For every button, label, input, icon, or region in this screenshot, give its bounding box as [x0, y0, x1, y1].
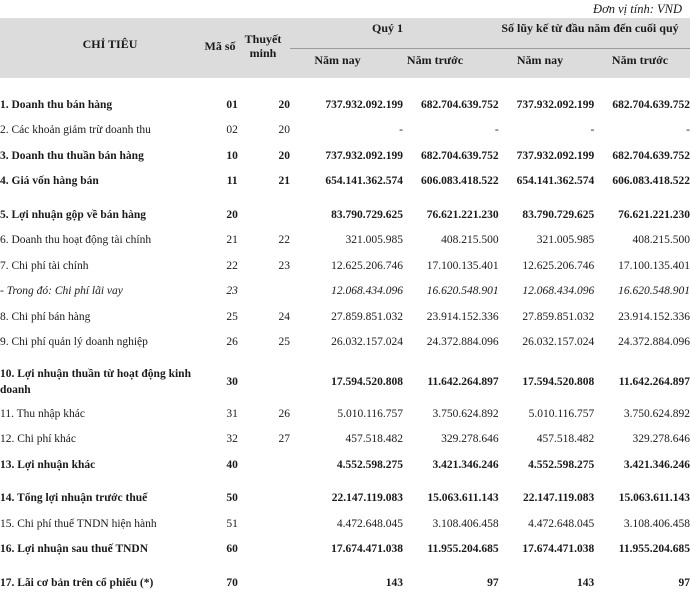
income-statement-table — [0, 92, 690, 596]
row-name: 6. Doanh thu hoạt động tài chính — [0, 234, 152, 247]
row-q1-current: 17.674.471.038 — [331, 543, 404, 556]
row-ytd-current: 17.594.520.808 — [522, 376, 595, 388]
row-ytd-previous: 76.621.221.230 — [618, 208, 690, 221]
row-code: 11 — [226, 175, 238, 188]
row-ytd-previous: 682.704.639.752 — [612, 98, 690, 111]
row-ytd-current: 12.625.206.746 — [522, 259, 595, 272]
table-row — [0, 401, 690, 427]
row-ytd-current: 26.032.157.024 — [522, 336, 595, 349]
header-ytd-nam-nay: Năm nay — [516, 53, 564, 67]
row-q1-previous: 682.704.639.752 — [421, 149, 499, 162]
row-q1-current: 22.147.119.083 — [331, 492, 404, 505]
header-luy-ke: Số lũy kế từ đầu năm đến cuối quý — [501, 21, 679, 35]
row-q1-previous: 23.914.152.336 — [426, 310, 499, 323]
row-name: 9. Chi phí quản lý doanh nghiệp — [0, 336, 148, 349]
row-q1-current: 27.859.851.032 — [331, 310, 404, 323]
row-name: 15. Chi phí thuế TNDN hiện hành — [0, 517, 157, 530]
row-ytd-previous: 24.372.884.096 — [618, 336, 690, 349]
row-ytd-previous: 3.421.346.246 — [623, 458, 690, 471]
row-note: 27 — [278, 433, 290, 446]
row-note: 20 — [278, 124, 290, 137]
row-note — [260, 537, 308, 563]
row-q1-previous: 3.750.624.892 — [432, 407, 499, 420]
table-row — [0, 478, 690, 512]
row-q1-previous: 17.100.135.401 — [426, 259, 499, 272]
row-name: 13. Lợi nhuận khác — [0, 458, 96, 471]
row-name: 5. Lợi nhuận gộp về bán hàng — [0, 208, 147, 221]
row-ytd-previous: 606.083.418.522 — [612, 175, 690, 188]
row-ytd-current: 12.068.434.096 — [522, 285, 595, 298]
row-q1-current: - — [399, 124, 404, 137]
row-q1-current: 12.625.206.746 — [331, 259, 404, 272]
row-name: 11. Thu nhập khác — [0, 407, 85, 420]
row-note: 26 — [278, 407, 290, 420]
row-code: 10 — [226, 149, 238, 162]
table-row — [0, 253, 690, 279]
row-ytd-current: 17.674.471.038 — [522, 543, 595, 556]
row-ytd-current: 321.005.985 — [536, 234, 595, 247]
row-note — [260, 452, 308, 478]
table-row — [0, 228, 690, 254]
header-chi-tieu: CHỈ TIÊU — [82, 37, 138, 51]
header-ma-so: Mã số — [204, 39, 236, 53]
row-code: 25 — [226, 310, 238, 323]
row-code: 30 — [226, 376, 238, 388]
row-q1-previous: 606.083.418.522 — [421, 175, 499, 188]
table-row — [0, 355, 690, 401]
header-ytd-nam-truoc: Năm trước — [611, 53, 669, 67]
row-code: 22 — [226, 259, 238, 272]
row-code: 70 — [226, 576, 238, 589]
unit-note: Đơn vị tính: VND — [593, 2, 682, 16]
row-q1-current: 4.472.648.045 — [336, 517, 404, 530]
row-ytd-previous: 97 — [678, 576, 690, 589]
row-ytd-current: 457.518.482 — [536, 433, 595, 446]
table-row — [0, 304, 690, 330]
row-q1-current: 83.790.729.625 — [331, 208, 404, 221]
row-ytd-current: 4.552.598.275 — [528, 458, 595, 471]
row-ytd-current: 4.472.648.045 — [528, 517, 595, 530]
row-q1-current: 737.932.092.199 — [325, 149, 404, 162]
row-ytd-previous: 3.108.406.458 — [623, 517, 690, 530]
table-row — [0, 92, 690, 118]
row-q1-current: 17.594.520.808 — [331, 376, 404, 388]
row-q1-current: 4.552.598.275 — [336, 458, 404, 471]
row-name: 2. Các khoản giảm trừ doanh thu — [0, 124, 151, 137]
row-ytd-current: 654.141.362.574 — [516, 175, 595, 188]
row-note: 21 — [278, 175, 290, 188]
row-note — [260, 562, 308, 596]
row-q1-previous: 682.704.639.752 — [421, 98, 499, 111]
row-q1-previous: 11.642.264.897 — [427, 376, 499, 388]
row-note: 23 — [278, 259, 290, 272]
table-row — [0, 537, 690, 563]
row-note — [260, 194, 308, 228]
row-code: 21 — [226, 234, 238, 247]
row-q1-previous: 3.421.346.246 — [432, 458, 499, 471]
row-ytd-previous: - — [686, 124, 690, 137]
row-code: 26 — [226, 336, 238, 349]
row-ytd-previous: 682.704.639.752 — [612, 149, 690, 162]
row-ytd-current: 143 — [577, 576, 595, 589]
row-q1-current: 457.518.482 — [345, 433, 404, 446]
row-q1-previous: 408.215.500 — [441, 234, 499, 247]
header-q1-nam-truoc: Năm trước — [406, 53, 464, 67]
row-q1-current: 26.032.157.024 — [331, 336, 404, 349]
row-code: 50 — [226, 492, 238, 505]
row-ytd-current: - — [590, 124, 595, 137]
row-q1-current: 143 — [385, 576, 404, 589]
row-name: 12. Chi phí khác — [0, 433, 77, 446]
row-name: 4. Giá vốn hàng bán — [0, 175, 99, 188]
row-q1-previous: 3.108.406.458 — [432, 517, 499, 530]
row-q1-previous: - — [494, 124, 499, 137]
row-ytd-previous: 11.955.204.685 — [618, 543, 690, 556]
row-name: 8. Chi phí bán hàng — [0, 310, 91, 323]
row-note — [260, 355, 308, 401]
row-q1-previous: 15.063.611.143 — [427, 492, 499, 505]
row-code: 02 — [226, 124, 238, 137]
row-code: 20 — [226, 208, 238, 221]
row-q1-current: 321.005.985 — [345, 234, 404, 247]
header-thuyet-minh: Thuyết minh — [244, 32, 282, 60]
row-name: 10. Lợi nhuận thuần từ hoạt động kinh doanh — [0, 368, 191, 396]
table-row — [0, 452, 690, 478]
header-divider — [290, 48, 690, 49]
row-ytd-previous: 15.063.611.143 — [618, 492, 690, 505]
row-ytd-current: 22.147.119.083 — [523, 492, 595, 505]
table-row — [0, 118, 690, 144]
row-ytd-current: 737.932.092.199 — [516, 149, 595, 162]
row-name: 16. Lợi nhuận sau thuế TNDN — [0, 543, 149, 556]
row-q1-previous: 97 — [487, 576, 499, 589]
row-ytd-current: 83.790.729.625 — [522, 208, 595, 221]
table-row — [0, 562, 690, 596]
row-ytd-current: 737.932.092.199 — [516, 98, 595, 111]
row-name: - Trong đó: Chi phí lãi vay — [0, 285, 123, 298]
row-ytd-previous: 329.278.646 — [632, 433, 690, 446]
row-note — [260, 279, 308, 305]
row-ytd-previous: 17.100.135.401 — [618, 259, 690, 272]
row-q1-previous: 11.955.204.685 — [427, 543, 499, 556]
row-code: 40 — [226, 458, 238, 471]
row-ytd-previous: 3.750.624.892 — [623, 407, 690, 420]
row-code: 31 — [226, 407, 238, 420]
row-code: 23 — [226, 285, 238, 298]
table-row — [0, 279, 690, 305]
row-note: 20 — [278, 149, 290, 162]
row-q1-previous: 24.372.884.096 — [426, 336, 499, 349]
row-note — [260, 478, 308, 512]
row-name: 7. Chi phí tài chính — [0, 259, 89, 272]
row-ytd-previous: 408.215.500 — [632, 234, 690, 247]
row-name: 1. Doanh thu bán hàng — [0, 98, 113, 111]
row-note: 25 — [278, 336, 290, 349]
row-code: 32 — [226, 433, 238, 446]
row-q1-current: 5.010.116.757 — [337, 407, 404, 420]
row-note: 20 — [278, 98, 290, 111]
row-ytd-previous: 16.620.548.901 — [618, 285, 690, 298]
table-row — [0, 511, 690, 537]
row-note — [260, 511, 308, 537]
row-q1-current: 12.068.434.096 — [331, 285, 404, 298]
row-q1-current: 737.932.092.199 — [325, 98, 404, 111]
row-ytd-previous: 11.642.264.897 — [618, 376, 690, 388]
header-q1-nam-nay: Năm nay — [314, 53, 361, 67]
table-row — [0, 330, 690, 356]
row-code: 51 — [226, 517, 238, 530]
row-code: 60 — [226, 543, 238, 556]
table-row — [0, 143, 690, 169]
row-name: 17. Lãi cơ bản trên cổ phiếu (*) — [0, 576, 154, 589]
row-name: 14. Tổng lợi nhuận trước thuế — [0, 492, 148, 505]
row-ytd-current: 5.010.116.757 — [528, 407, 595, 420]
table-row — [0, 194, 690, 228]
row-code: 01 — [226, 98, 238, 111]
row-q1-previous: 76.621.221.230 — [426, 208, 499, 221]
row-note: 24 — [278, 310, 290, 323]
row-q1-current: 654.141.362.574 — [325, 175, 404, 188]
row-note: 22 — [278, 234, 290, 247]
row-name: 3. Doanh thu thuần bán hàng — [0, 149, 144, 162]
row-ytd-previous: 23.914.152.336 — [618, 310, 690, 323]
table-row — [0, 169, 690, 195]
table-row — [0, 427, 690, 453]
header-quy1: Quý 1 — [371, 21, 403, 35]
row-q1-previous: 329.278.646 — [441, 433, 499, 446]
row-ytd-current: 27.859.851.032 — [522, 310, 595, 323]
row-q1-previous: 16.620.548.901 — [426, 285, 499, 298]
